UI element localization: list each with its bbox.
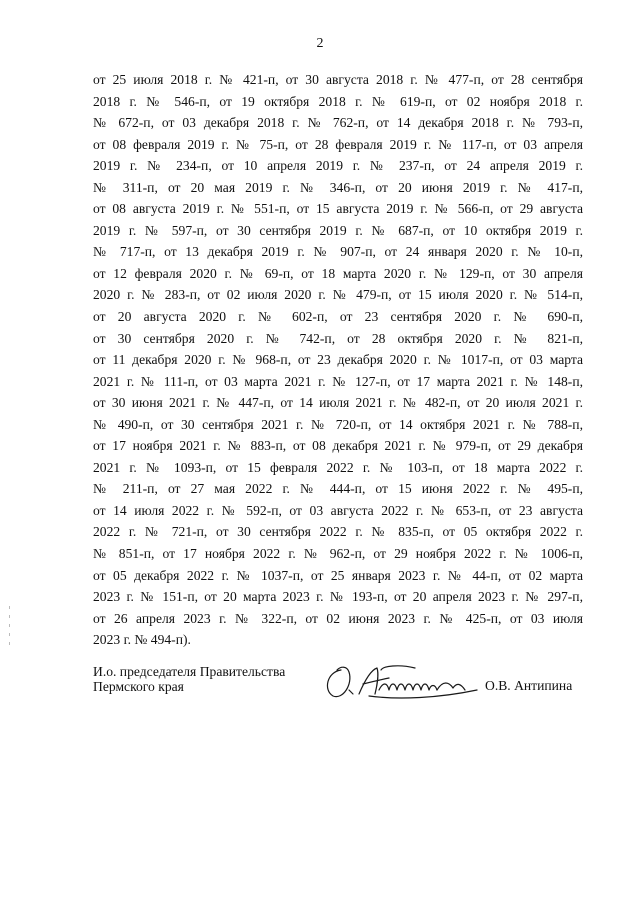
body-text-line: № 211-п, от 27 мая 2022 г. № 444-п, от 15 июня 2022 г. № 495-п, xyxy=(93,481,583,497)
signatory-title-line-1: И.о. председателя Правительства xyxy=(93,664,286,679)
signatory-name: О.В. Антипина xyxy=(485,678,573,693)
body-text xyxy=(93,69,583,651)
body-text-line: 2019 г. № 234-п, от 10 апреля 2019 г. № 237-п, от 24 апреля 2019 г. xyxy=(93,158,583,174)
signature-block xyxy=(93,664,593,724)
body-text-line: от 12 февраля 2020 г. № 69-п, от 18 марта 2020 г. № 129-п, от 30 апреля xyxy=(93,265,583,281)
body-text-line: от 08 февраля 2019 г. № 75-п, от 28 февраля 2019 г. № 117-п, от 03 апреля xyxy=(93,136,583,152)
page-number: 2 xyxy=(316,36,324,51)
body-text-line: от 11 декабря 2020 г. № 968-п, от 23 декабря 2020 г. № 1017-п, от 03 марта xyxy=(93,352,583,368)
body-text-line: № 851-п, от 17 ноября 2022 г. № 962-п, от 29 ноября 2022 г. № 1006-п, xyxy=(93,546,583,562)
body-text-line: 2021 г. № 1093-п, от 15 февраля 2022 г. № 103-п, от 18 марта 2022 г. xyxy=(93,459,583,475)
body-text-line: от 30 июня 2021 г. № 447-п, от 14 июля 2021 г. № 482-п, от 20 июля 2021 г. xyxy=(93,395,583,411)
body-text-line: от 30 сентября 2020 г. № 742-п, от 28 октября 2020 г. № 821-п, xyxy=(93,330,583,346)
body-text-line: от 25 июля 2018 г. № 421-п, от 30 августа 2018 г. № 477-п, от 28 сентября xyxy=(93,72,583,87)
body-text-line: от 14 июля 2022 г. № 592-п, от 03 августа 2022 г. № 653-п, от 23 августа xyxy=(93,502,583,518)
body-text-line: 2018 г. № 546-п, от 19 октября 2018 г. № 619-п, от 02 ноября 2018 г. xyxy=(93,93,583,109)
margin-scan-marks xyxy=(8,600,12,660)
signatory-title-line-2: Пермского края xyxy=(93,679,184,694)
body-text-line: № 672-п, от 03 декабря 2018 г. № 762-п, от 14 декабря 2018 г. № 793-п, xyxy=(93,115,583,131)
body-text-line: 2022 г. № 721-п, от 30 сентября 2022 г. № 835-п, от 05 октября 2022 г. xyxy=(93,524,583,540)
handwritten-signature-icon xyxy=(319,660,489,702)
body-text-line: от 08 августа 2019 г. № 551-п, от 15 августа 2019 г. № 566-п, от 29 августа xyxy=(93,201,583,217)
body-text-line: № 717-п, от 13 декабря 2019 г. № 907-п, от 24 января 2020 г. № 10-п, xyxy=(93,244,583,260)
body-text-line: от 17 ноября 2021 г. № 883-п, от 08 декабря 2021 г. № 979-п, от 29 декабря xyxy=(93,438,583,454)
body-text-line: от 05 декабря 2022 г. № 1037-п, от 25 января 2023 г. № 44-п, от 02 марта xyxy=(93,567,583,583)
body-text-line: 2023 г. № 151-п, от 20 марта 2023 г. № 193-п, от 20 апреля 2023 г. № 297-п, xyxy=(93,589,583,605)
body-text-line: № 311-п, от 20 мая 2019 г. № 346-п, от 20 июня 2019 г. № 417-п, xyxy=(93,179,583,195)
body-text-line: № 490-п, от 30 сентября 2021 г. № 720-п, от 14 октября 2021 г. № 788-п, xyxy=(93,416,583,432)
body-text-line: от 20 августа 2020 г. № 602-п, от 23 сентября 2020 г. № 690-п, xyxy=(93,309,583,325)
body-text-line: 2021 г. № 111-п, от 03 марта 2021 г. № 127-п, от 17 марта 2021 г. № 148-п, xyxy=(93,373,583,389)
body-text-line: 2020 г. № 283-п, от 02 июля 2020 г. № 479-п, от 15 июля 2020 г. № 514-п, xyxy=(93,287,583,303)
body-text-line: 2023 г. № 494-п). xyxy=(93,632,191,648)
body-text-line: 2019 г. № 597-п, от 30 сентября 2019 г. № 687-п, от 10 октября 2019 г. xyxy=(93,222,583,238)
body-text-line: от 26 апреля 2023 г. № 322-п, от 02 июня 2023 г. № 425-п, от 03 июля xyxy=(93,610,583,626)
